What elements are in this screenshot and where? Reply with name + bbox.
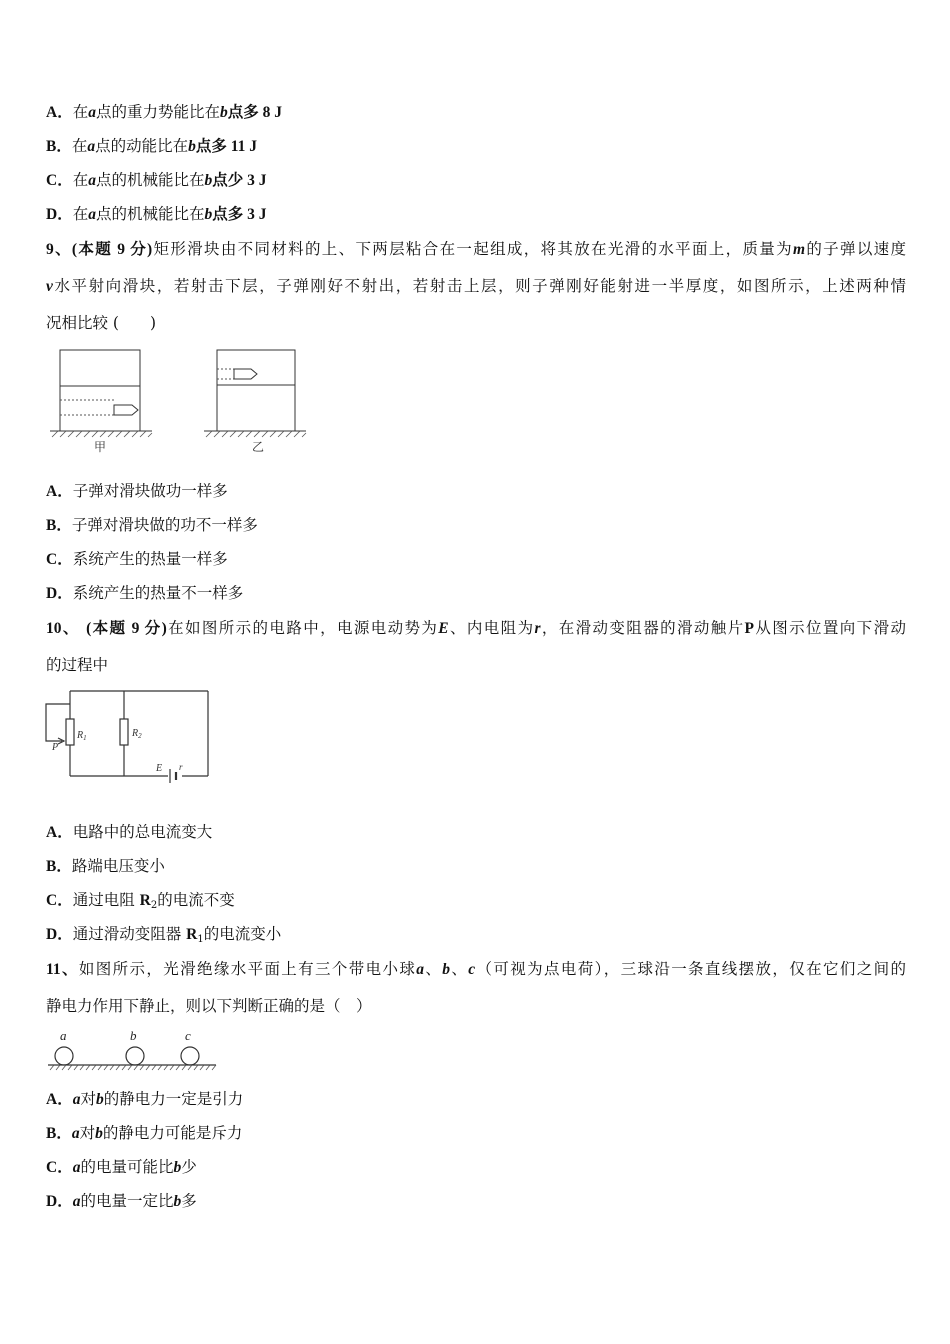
q11-option-c[interactable]: C．a的电量可能比b少 xyxy=(46,1158,197,1176)
ball-c xyxy=(181,1047,199,1065)
block-yi xyxy=(204,350,306,454)
q11-option-d[interactable]: D．a的电量一定比b多 xyxy=(46,1192,197,1210)
r1-label: $R_1$ xyxy=(77,730,87,742)
q9-option-b[interactable]: B．子弹对滑块做的功不一样多 xyxy=(46,516,258,534)
q10-stem-line-2: 的过程中 xyxy=(46,656,109,674)
q9-option-c[interactable]: C．系统产生的热量一样多 xyxy=(46,550,228,568)
q10-option-b[interactable]: B．路端电压变小 xyxy=(46,857,165,875)
q10-stem-line-1: 10、 (本题 9 分)在如图所示的电路中，电源电动势为E、内电阻为r，在滑动变阻器的滑动触片P从图示位置向下滑动 xyxy=(46,619,906,637)
ground-hatch xyxy=(50,1065,216,1070)
q9-option-a[interactable]: A．子弹对滑块做功一样多 xyxy=(46,482,228,500)
ball-a-label: a xyxy=(60,1028,67,1043)
ball-c-label: c xyxy=(185,1028,191,1043)
q9-stem-line-3: 况相比较 ( ) xyxy=(46,314,157,332)
q11-option-a[interactable]: A．a对b的静电力一定是引力 xyxy=(46,1090,244,1108)
ball-b xyxy=(126,1047,144,1065)
q11-stem-line-2: 静电力作用下静止，则以下判断正确的是（ ） xyxy=(46,997,372,1015)
ball-a xyxy=(55,1047,73,1065)
block-jia xyxy=(50,350,152,454)
q8-option-a[interactable]: A．在a点的重力势能比在b点多 8 J xyxy=(46,103,282,121)
r2-label: $R_2$ xyxy=(132,728,142,740)
label-yi: 乙 xyxy=(252,440,265,454)
q8-option-d[interactable]: D．在a点的机械能比在b点多 3 J xyxy=(46,205,267,223)
q10-option-c[interactable]: C．通过电阻 $R_2$的电流不变 xyxy=(46,891,235,911)
q10-option-d[interactable]: D．通过滑动变阻器 $R_1$的电流变小 xyxy=(46,925,282,945)
r-label: r xyxy=(179,762,183,772)
q10-circuit-figure xyxy=(40,686,220,786)
ball-b-label: b xyxy=(130,1028,137,1043)
label-jia: 甲 xyxy=(94,440,107,454)
e-label: E xyxy=(156,763,163,774)
p-label: P xyxy=(52,742,59,753)
q10-option-a[interactable]: A．电路中的总电流变大 xyxy=(46,823,213,841)
q9-figure xyxy=(44,345,364,455)
q11-stem-line-1: 11、如图所示，光滑绝缘水平面上有三个带电小球a、b、c（可视为点电荷），三球沿一条直线摆放，仅在它们之间的 xyxy=(46,960,906,978)
q9-option-d[interactable]: D．系统产生的热量不一样多 xyxy=(46,584,244,602)
q11-figure xyxy=(44,1028,224,1073)
q11-option-b[interactable]: B．a对b的静电力可能是斥力 xyxy=(46,1124,243,1142)
q9-stem-line-1: 9、(本题 9 分)矩形滑块由不同材料的上、下两层粘合在一起组成，将其放在光滑的水平面上，质量为m的子弹以速度 xyxy=(46,240,906,258)
q9-stem-line-2: v水平射向滑块，若射击下层，子弹刚好不射出，若射击上层，则子弹刚好能射进一半厚度，如图所示，上述两种情 xyxy=(46,277,906,295)
q8-option-b[interactable]: B．在a点的动能比在b点多 11 J xyxy=(46,137,258,155)
q8-option-c[interactable]: C．在a点的机械能比在b点少 3 J xyxy=(46,171,267,189)
